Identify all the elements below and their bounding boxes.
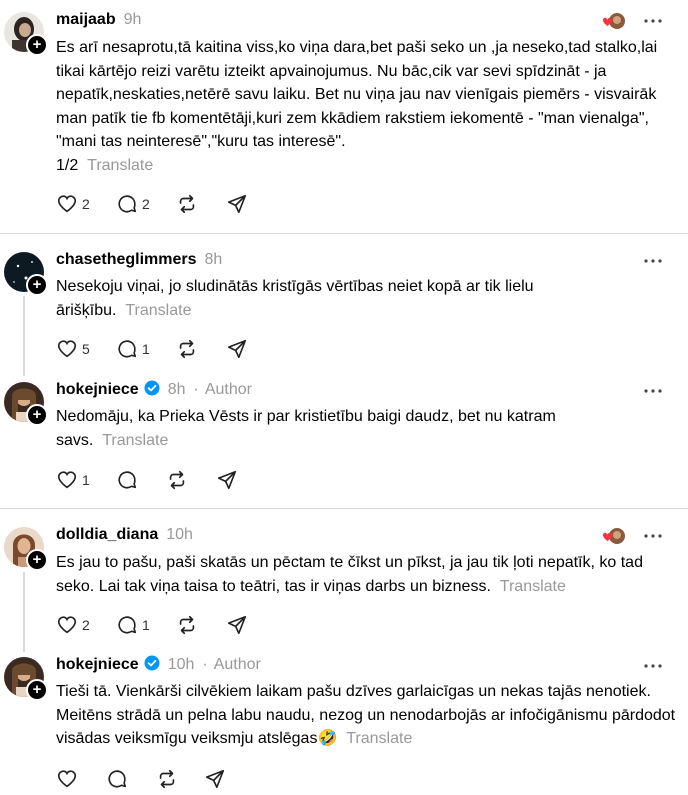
timestamp[interactable]: 8h xyxy=(204,251,223,268)
reply-count: 1 xyxy=(142,341,150,357)
post-text xyxy=(56,551,676,598)
like-button[interactable] xyxy=(56,337,90,361)
username[interactable]: dolldia_diana xyxy=(56,526,159,543)
reply-button[interactable] xyxy=(116,468,138,492)
username[interactable]: hokejniece xyxy=(56,381,139,398)
timestamp[interactable]: 10h xyxy=(167,656,195,673)
send-icon xyxy=(204,768,226,790)
page-indicator: 1/2 xyxy=(56,156,79,174)
share-button[interactable] xyxy=(226,192,248,216)
post-body-text: Es jau to pašu, paši skatās un pēctam te čīkst un pīkst, ja jau tik ļoti nepatīk, ko tad seko. Lai tak viņa taisa to teātri, tas ir viņas darbs un bizness. xyxy=(56,554,643,595)
post-actions xyxy=(56,337,276,361)
like-count: 2 xyxy=(82,196,90,212)
reply-button[interactable] xyxy=(106,767,128,791)
repost-button[interactable] xyxy=(166,468,188,492)
follow-plus-icon[interactable]: + xyxy=(26,34,48,56)
comment-icon xyxy=(116,193,138,215)
thread-divider xyxy=(0,233,688,234)
reply-button[interactable] xyxy=(116,613,150,637)
share-button[interactable] xyxy=(226,613,248,637)
separator-dot: · xyxy=(193,381,199,398)
share-button[interactable] xyxy=(226,337,248,361)
separator-dot: · xyxy=(202,656,208,673)
repost-icon xyxy=(156,768,178,790)
share-button[interactable] xyxy=(216,468,238,492)
liked-by-author-icon xyxy=(600,12,626,30)
comment-icon xyxy=(116,614,138,636)
post-header xyxy=(56,655,261,677)
heart-icon xyxy=(56,768,78,790)
post-text xyxy=(56,680,676,751)
post-header xyxy=(56,10,141,30)
author-label: Author xyxy=(213,656,261,673)
verified-badge-icon xyxy=(144,380,160,402)
like-button[interactable] xyxy=(56,613,90,637)
more-options-icon[interactable] xyxy=(642,527,664,545)
send-icon xyxy=(226,338,248,360)
post-text xyxy=(56,36,676,177)
author-label: Author xyxy=(204,381,252,398)
post-actions xyxy=(56,767,276,791)
like-button[interactable] xyxy=(56,192,90,216)
translate-link[interactable]: Translate xyxy=(125,301,192,319)
more-options-icon[interactable] xyxy=(642,12,664,30)
like-count: 2 xyxy=(82,617,90,633)
reply-button[interactable] xyxy=(116,192,150,216)
follow-plus-icon[interactable]: + xyxy=(26,274,48,296)
thread-connector-line xyxy=(23,296,25,376)
translate-link[interactable]: Translate xyxy=(346,730,413,747)
post-body-text: Es arī nesaprotu,tā kaitina viss,ko viņa dara,bet paši seko un ,ja neseko,tad stalko,lai tikai kārtējo reizi varētu izteikt apvainojumus. Nu bāc,cik var sevi spīdzināt - ja nepatīk,neskaties,netērē savu laiku. Bet nu viņa jau nav vienīgais piemērs - visvairāk man patīk tie fb komentētāji,kuri zem kkādiem rakstiem iekomentē - "man vienalga", "mani tas neinteresē","kuru tas interesē". xyxy=(56,39,658,150)
send-icon xyxy=(226,193,248,215)
repost-button[interactable] xyxy=(176,613,198,637)
translate-link[interactable]: Translate xyxy=(499,577,566,595)
repost-button[interactable] xyxy=(176,192,198,216)
reply-count: 1 xyxy=(142,617,150,633)
post-actions xyxy=(56,468,276,492)
username[interactable]: maijaab xyxy=(56,11,116,28)
post-text xyxy=(56,405,596,452)
repost-icon xyxy=(176,193,198,215)
post-header xyxy=(56,380,252,402)
post-body-text: Nesekoju viņai, jo sludinātās kristīgās vērtības neiet kopā ar tik lielu ārišķību. xyxy=(56,278,534,319)
timestamp[interactable]: 9h xyxy=(123,11,142,28)
translate-link[interactable]: Translate xyxy=(87,156,154,174)
like-button[interactable] xyxy=(56,468,90,492)
follow-plus-icon[interactable]: + xyxy=(26,404,48,426)
repost-icon xyxy=(166,469,188,491)
post-body-text: Nedomāju, ka Prieka Vēsts ir par kristietību baigi daudz, bet nu katram savs. xyxy=(56,408,556,449)
post-text xyxy=(56,275,576,322)
repost-icon xyxy=(176,338,198,360)
repost-icon xyxy=(176,614,198,636)
verified-badge-icon xyxy=(144,655,160,677)
post-header xyxy=(56,525,193,545)
username[interactable]: hokejniece xyxy=(56,656,139,673)
follow-plus-icon[interactable]: + xyxy=(26,679,48,701)
username[interactable]: chasetheglimmers xyxy=(56,251,197,268)
liked-by-author-icon xyxy=(600,527,626,545)
like-button[interactable] xyxy=(56,767,78,791)
comment-icon xyxy=(106,768,128,790)
reply-count: 2 xyxy=(142,196,150,212)
post-actions xyxy=(56,192,276,216)
timestamp[interactable]: 10h xyxy=(166,526,193,543)
post-header xyxy=(56,250,222,270)
comment-icon xyxy=(116,469,138,491)
heart-icon xyxy=(56,469,78,491)
share-button[interactable] xyxy=(204,767,226,791)
thread-connector-line xyxy=(23,572,25,652)
repost-button[interactable] xyxy=(176,337,198,361)
timestamp[interactable]: 8h xyxy=(167,381,186,398)
heart-icon xyxy=(56,193,78,215)
thread-divider xyxy=(0,508,688,509)
comment-icon xyxy=(116,338,138,360)
send-icon xyxy=(216,469,238,491)
more-options-icon[interactable] xyxy=(642,657,664,675)
reply-button[interactable] xyxy=(116,337,150,361)
post-body-text: Tieši tā. Vienkārši cilvēkiem laikam pašu dzīves garlaicīgas un nekas tajās nenotiek. Meitēns strādā un pelna labu naudu, nezog un nenodarbojās ar infočigānismu pārdodot visādas veiksmīgu veiksmju atslēgas🤣 xyxy=(56,683,676,747)
follow-plus-icon[interactable]: + xyxy=(26,549,48,571)
like-count: 1 xyxy=(82,472,90,488)
heart-icon xyxy=(56,614,78,636)
more-options-icon[interactable] xyxy=(642,382,664,400)
post-actions xyxy=(56,613,276,637)
like-count: 5 xyxy=(82,341,90,357)
send-icon xyxy=(226,614,248,636)
repost-button[interactable] xyxy=(156,767,178,791)
more-options-icon[interactable] xyxy=(642,252,664,270)
heart-icon xyxy=(56,338,78,360)
translate-link[interactable]: Translate xyxy=(102,431,169,449)
